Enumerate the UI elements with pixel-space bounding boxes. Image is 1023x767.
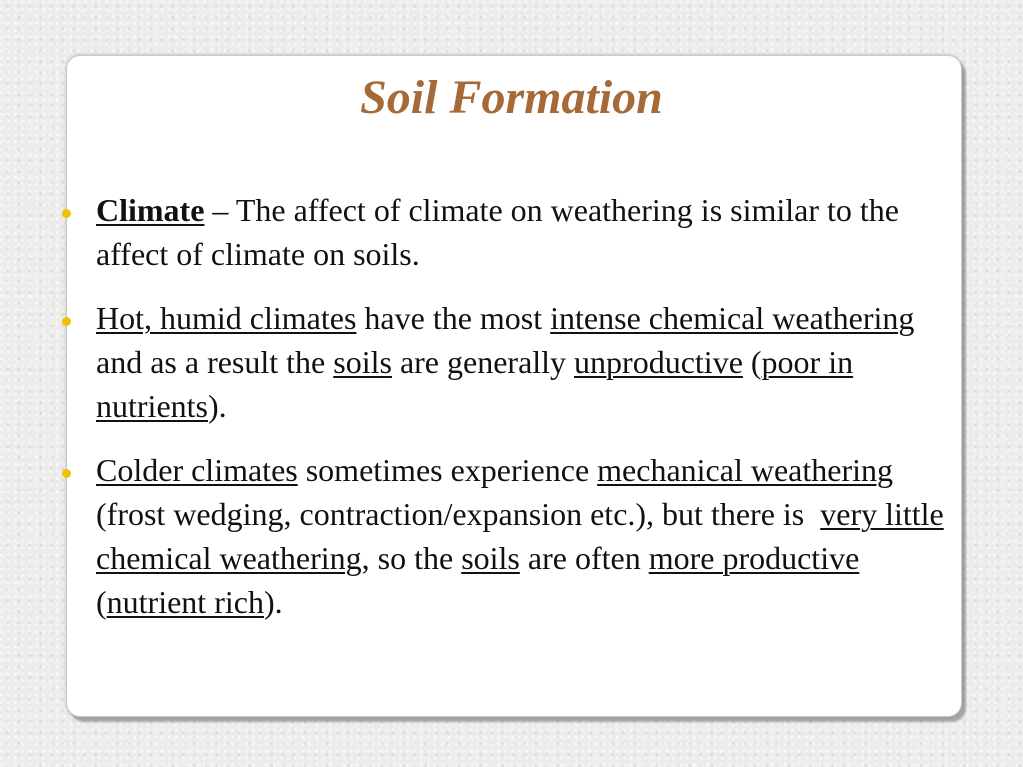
term-colder-climates: Colder climates bbox=[96, 452, 298, 488]
dash: – bbox=[204, 192, 236, 228]
bullet-text: (frost wedging, contraction/expansion etc.), but there is bbox=[96, 452, 901, 532]
term-unproductive: unproductive bbox=[574, 344, 743, 380]
term-climate: Climate bbox=[96, 192, 205, 228]
term-poor-in-nutrients: poor in nutrients bbox=[96, 344, 854, 424]
term-hot-humid-climates: Hot, humid climates bbox=[96, 300, 357, 336]
bullet-list bbox=[60, 188, 965, 644]
term-very-little-chemical-weathering: very little chemical weathering bbox=[96, 496, 944, 576]
bullet-dot-icon bbox=[62, 469, 71, 478]
bullet-text: ( bbox=[96, 584, 107, 620]
term-soils: soils bbox=[333, 344, 392, 380]
bullet-text: , so the bbox=[361, 540, 462, 576]
bullet-text: have the most bbox=[356, 300, 551, 336]
bullet-text: ). bbox=[207, 388, 227, 424]
bullet-text: sometimes experience bbox=[297, 452, 598, 488]
term-intense-chemical-weathering: intense chemical weathering bbox=[550, 300, 915, 336]
bullet-text: are generally bbox=[391, 344, 575, 380]
term-mechanical-weathering: mechanical weathering bbox=[597, 452, 893, 488]
bullet-text: and as a result the bbox=[96, 344, 334, 380]
bullet-climate bbox=[60, 188, 965, 276]
bullet-text: ). bbox=[263, 584, 283, 620]
bullet-dot-icon bbox=[62, 209, 71, 218]
bullet-text: are often bbox=[519, 540, 649, 576]
term-more-productive: more productive bbox=[648, 540, 860, 576]
bullet-text: The affect of climate on weathering is similar to the affect of climate on soils. bbox=[96, 192, 899, 272]
term-soils: soils bbox=[461, 540, 520, 576]
bullet-dot-icon bbox=[62, 317, 71, 326]
term-nutrient-rich: nutrient rich bbox=[106, 584, 264, 620]
slide-title: Soil Formation bbox=[360, 71, 663, 124]
bullet-colder bbox=[60, 448, 965, 624]
bullet-hot-humid bbox=[60, 296, 965, 428]
bullet-text: ( bbox=[742, 344, 762, 380]
